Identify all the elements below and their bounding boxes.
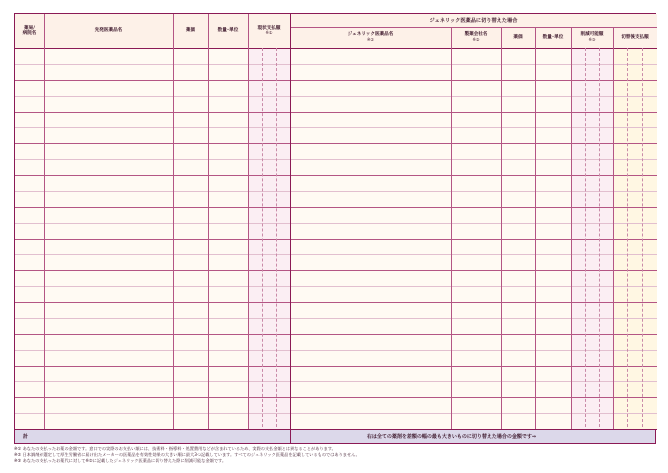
column-header-note: ※① [265, 30, 273, 36]
column-header-brand_drug [44, 14, 173, 48]
column-header-label: 先発医薬品名 [94, 28, 123, 34]
row-divider [15, 318, 657, 319]
column-divider-5 [290, 14, 291, 443]
column-header-note: ※② [472, 36, 480, 42]
generic-switch-group-header: ジェネリック医薬品に切り替えた場合 [429, 18, 518, 24]
row-divider [15, 64, 657, 65]
row-divider [15, 159, 657, 160]
column-divider-1 [44, 14, 45, 429]
row-divider [15, 239, 657, 240]
footnotes [14, 446, 656, 465]
column-divider-6 [451, 27, 452, 429]
row-divider [15, 112, 657, 113]
row-divider [15, 254, 657, 255]
column-header-note: ※② [367, 36, 374, 42]
column-divider-10 [613, 27, 614, 429]
column-divider-3 [208, 14, 209, 429]
column-header-label: 数量･単位 [542, 34, 564, 40]
row-divider [15, 175, 657, 176]
row-divider [15, 96, 657, 97]
column-divider-2 [173, 14, 174, 429]
row-divider [15, 350, 657, 351]
row-divider [15, 397, 657, 398]
column-divider-9 [571, 27, 572, 429]
column-header-label: ジェネリック医薬品名 [347, 32, 394, 38]
column-header-label: 薬価 [513, 34, 523, 40]
column-header-generic_qty [535, 27, 571, 48]
column-header-brand_price [173, 14, 208, 48]
row-divider [15, 80, 657, 81]
column-header-label: 薬価 [185, 28, 196, 34]
header-separator [15, 48, 657, 49]
column-header-brand_qty [208, 14, 248, 48]
column-header-generic_drug [290, 27, 451, 48]
row-divider [15, 143, 657, 144]
column-header-label: 薬局/ 病院名 [22, 25, 37, 36]
row-divider [15, 127, 657, 128]
row-divider [15, 366, 657, 367]
amount-digit-guide [642, 48, 643, 427]
column-header-label: 切替後支払額 [621, 34, 649, 40]
row-divider [15, 302, 657, 303]
column-header-label: 削減可能額 [580, 32, 604, 38]
switch-all-note: 右は全ての薬剤を差額の幅の最も大きいものに切り替えた場合の金額です⇒ [366, 433, 537, 440]
column-header-current_payment [248, 14, 290, 48]
amount-digit-guide [585, 48, 586, 427]
column-header-note: ※③ [588, 36, 596, 42]
amount-digit-guide [627, 48, 628, 427]
column-header-maker [451, 27, 501, 48]
row-divider [15, 286, 657, 287]
generic-drug-comparison-table [14, 13, 656, 444]
column-divider-4 [248, 14, 249, 429]
row-divider [15, 207, 657, 208]
row-divider [15, 191, 657, 192]
row-divider [15, 223, 657, 224]
column-header-switched_payment [613, 27, 657, 48]
row-divider [15, 270, 657, 271]
column-header-generic_price [501, 27, 535, 48]
column-divider-8 [535, 27, 536, 429]
total-label: 計 [23, 433, 29, 440]
column-header-reducible [571, 27, 613, 48]
column-header-label: 製薬会社名 [464, 32, 488, 38]
column-header-label: 現状支払額 [257, 25, 281, 31]
amount-digit-guide [262, 48, 263, 427]
column-header-label: 数量･単位 [217, 28, 239, 34]
amount-digit-guide [276, 48, 277, 427]
row-divider [15, 334, 657, 335]
footnote-1: ※① あなたの支払ったお薬の金額です。窓口での実際のお支払い額には、技術料・指導料・処置費用などが含まれているため、実際の支払金額とは異なることがあります。 [14, 446, 336, 451]
column-header-pharmacy [15, 14, 44, 48]
column-divider-7 [501, 27, 502, 429]
footnote-3: ※③ あなたの支払ったお薬代に対して※②に記載したジェネリック医薬品に切り替えた際に削減可能な金額です。 [14, 458, 227, 464]
footnote-2: ※② 日本調剤が選定して厚生労働省に届け出たメーカーの医薬品を有効性効果の大きい順に最大3つ記載しています。すべてのジェネリック医薬品を記載しているものではありません。 [14, 452, 360, 458]
row-divider [15, 413, 657, 414]
amount-digit-guide [599, 48, 600, 427]
row-divider [15, 381, 657, 382]
